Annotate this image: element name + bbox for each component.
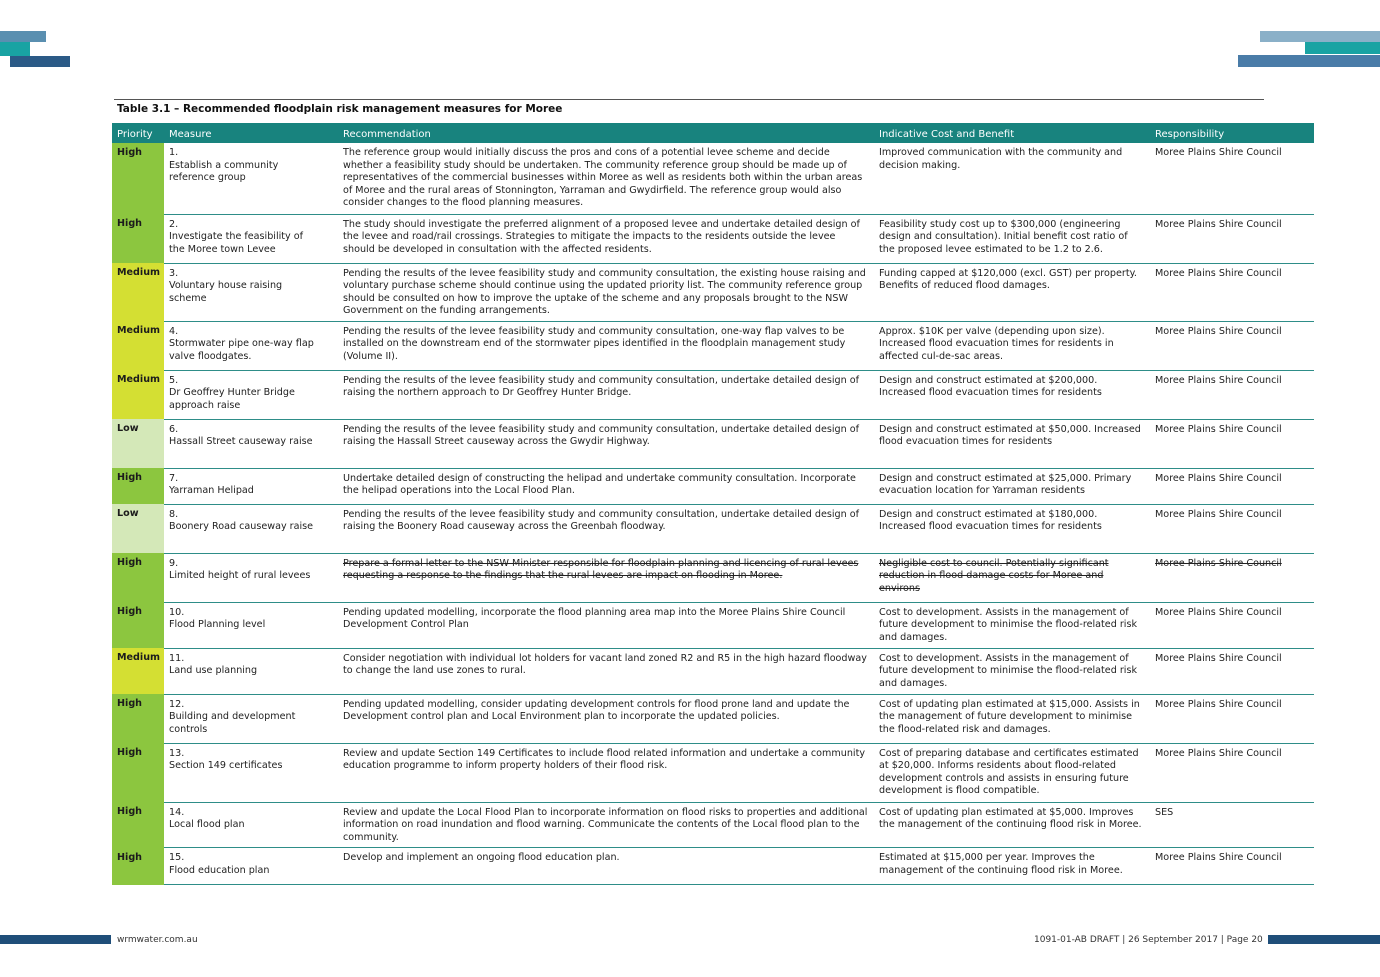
responsibility-cell: Moree Plains Shire Council xyxy=(1150,504,1314,553)
priority-cell xyxy=(112,263,164,321)
corner-decoration xyxy=(1260,31,1380,42)
priority-label: High xyxy=(117,147,143,158)
recommendation-cell: Pending updated modelling, consider updating development controls for flood prone land and update the Development control plan and Local Environment plan to incorporate the updated policies. xyxy=(338,694,874,743)
responsibility-cell: Moree Plains Shire Council xyxy=(1150,263,1314,321)
measure-number: 6. xyxy=(169,423,179,435)
priority-label: High xyxy=(117,606,143,618)
measure-cell xyxy=(164,143,338,214)
cost-benefit-cell: Design and construct estimated at $25,000. Primary evacuation location for Yarraman residents xyxy=(874,468,1150,504)
table-row xyxy=(112,802,1314,848)
table-row xyxy=(112,419,1314,468)
corner-decoration xyxy=(1305,42,1380,54)
cost-benefit-cell: Approx. $10K per valve (depending upon size). Increased flood evacuation times for residents in affected cul-de-sac areas. xyxy=(874,321,1150,370)
cost-benefit-cell: Negligible cost to council. Potentially significant reduction in flood damage costs for Moree and environs xyxy=(874,553,1150,602)
priority-cell xyxy=(112,648,164,694)
table-header-row xyxy=(112,123,1314,143)
priority-cell xyxy=(112,143,164,214)
table-row xyxy=(112,743,1314,802)
table-row xyxy=(112,370,1314,419)
priority-cell xyxy=(112,370,164,419)
table-row xyxy=(112,694,1314,743)
cost-benefit-cell: Cost of updating plan estimated at $15,000. Assists in the management of future development to minimise the flood-related risk and damages. xyxy=(874,694,1150,743)
measure-cell xyxy=(164,553,338,602)
table-row xyxy=(112,504,1314,553)
priority-label: Medium xyxy=(117,325,161,337)
priority-cell xyxy=(112,321,164,370)
priority-cell xyxy=(112,802,164,848)
measure-name: Establish a community reference group xyxy=(169,159,279,184)
measure-name: Limited height of rural levees xyxy=(169,570,311,582)
priority-cell xyxy=(112,214,164,263)
recommendation-cell: Pending updated modelling, incorporate the flood planning area map into the Moree Plains Shire Council Development Control Plan xyxy=(338,602,874,648)
measure-name: Land use planning xyxy=(169,665,258,677)
measure-name: Stormwater pipe one-way flap valve floodgates. xyxy=(169,338,314,363)
table-row xyxy=(112,468,1314,504)
priority-label: High xyxy=(117,747,143,759)
cost-benefit-cell: Funding capped at $120,000 (excl. GST) per property. Benefits of reduced flood damages. xyxy=(874,263,1150,321)
priority-label: High xyxy=(117,806,143,818)
recommendation-cell: Undertake detailed design of constructing the helipad and undertake community consultation. Incorporate the helipad operations into the Local Flood Plan. xyxy=(338,468,874,504)
cost-benefit-cell: Cost of preparing database and certificates estimated at $20,000. Informs residents about flood-related development controls and assists in ensuring future development is flood compatible. xyxy=(874,743,1150,802)
header-responsibility: Responsibility xyxy=(1150,123,1314,143)
cost-benefit-cell: Improved communication with the community and decision making. xyxy=(874,143,1150,214)
recommendation-cell: Pending the results of the levee feasibility study and community consultation, one-way flap valves to be installed on the downstream end of the stormwater pipes identified in the floodplain management study (Volume II). xyxy=(338,321,874,370)
responsibility-cell: Moree Plains Shire Council xyxy=(1150,648,1314,694)
footer-reference: 1091-01-AB DRAFT | 26 September 2017 | Page 20 xyxy=(1034,935,1263,945)
measure-cell xyxy=(164,263,338,321)
header-measure: Measure xyxy=(164,123,338,143)
footer-bar xyxy=(1268,935,1380,944)
measure-cell xyxy=(164,214,338,263)
measure-number: 5. xyxy=(169,374,179,386)
recommendation-cell: The study should investigate the preferred alignment of a proposed levee and undertake detailed design of the levee and road/rail crossings. Strategies to mitigate the impacts to the residents outside the levee should be developed in consultation with the affected residents. xyxy=(338,214,874,263)
measure-name: Dr Geoffrey Hunter Bridge approach raise xyxy=(169,387,295,412)
recommendation-cell: Develop and implement an ongoing flood education plan. xyxy=(338,848,874,885)
cost-benefit-cell: Cost to development. Assists in the management of future development to minimise the flood-related risk and damages. xyxy=(874,602,1150,648)
measure-number: 2. xyxy=(169,218,179,230)
priority-cell xyxy=(112,694,164,743)
priority-cell xyxy=(112,848,164,885)
measure-cell xyxy=(164,802,338,848)
measure-number: 15. xyxy=(169,852,185,864)
cost-benefit-cell: Design and construct estimated at $180,000. Increased flood evacuation times for residents xyxy=(874,504,1150,553)
measure-name: Section 149 certificates xyxy=(169,760,283,772)
measure-number: 9. xyxy=(169,557,179,569)
recommendation-cell: Pending the results of the levee feasibility study and community consultation, undertake detailed design of raising the Boonery Road causeway across the Greenbah floodway. xyxy=(338,504,874,553)
priority-label: High xyxy=(117,698,143,710)
measure-number: 13. xyxy=(169,747,185,759)
footer-bar xyxy=(0,935,111,944)
responsibility-cell: Moree Plains Shire Council xyxy=(1150,468,1314,504)
priority-label: High xyxy=(117,557,143,569)
responsibility-cell: SES xyxy=(1150,802,1314,848)
cost-benefit-cell: Cost of updating plan estimated at $5,000. Improves the management of the continuing flood risk in Moree. xyxy=(874,802,1150,848)
responsibility-cell: Moree Plains Shire Council xyxy=(1150,848,1314,885)
footer-url: wrmwater.com.au xyxy=(117,935,198,945)
measure-number: 11. xyxy=(169,652,185,664)
measure-number: 4. xyxy=(169,325,179,337)
responsibility-cell: Moree Plains Shire Council xyxy=(1150,743,1314,802)
cost-benefit-cell: Design and construct estimated at $50,000. Increased flood evacuation times for residents xyxy=(874,419,1150,468)
header-cost-benefit: Indicative Cost and Benefit xyxy=(874,123,1150,143)
cost-benefit-cell: Estimated at $15,000 per year. Improves the management of the continuing flood risk in Moree. xyxy=(874,848,1150,885)
measure-number: 7. xyxy=(169,472,179,484)
corner-decoration xyxy=(0,31,46,42)
table-row xyxy=(112,553,1314,602)
caption-rule xyxy=(114,99,1264,100)
measures-table xyxy=(112,123,1314,885)
priority-label: Medium xyxy=(117,374,161,386)
measure-cell xyxy=(164,743,338,802)
priority-label: High xyxy=(117,472,143,484)
measure-number: 12. xyxy=(169,698,185,710)
cost-benefit-cell: Design and construct estimated at $200,000. Increased flood evacuation times for residents xyxy=(874,370,1150,419)
recommendation-cell: Pending the results of the levee feasibility study and community consultation, undertake detailed design of raising the northern approach to Dr Geoffrey Hunter Bridge. xyxy=(338,370,874,419)
measure-number: 8. xyxy=(169,508,179,520)
priority-label: High xyxy=(117,218,143,229)
recommendation-cell: Prepare a formal letter to the NSW Minister responsible for floodplain planning and licencing of rural levees requesting a response to the findings that the rural levees are impact on flooding in Moree. xyxy=(338,553,874,602)
priority-cell xyxy=(112,553,164,602)
responsibility-cell: Moree Plains Shire Council xyxy=(1150,602,1314,648)
measure-cell xyxy=(164,694,338,743)
responsibility-cell: Moree Plains Shire Council xyxy=(1150,143,1314,214)
priority-label: Low xyxy=(117,508,139,520)
measure-number: 3. xyxy=(169,267,179,279)
measure-name: Investigate the feasibility of the Moree town Levee xyxy=(169,231,304,255)
table-row xyxy=(112,648,1314,694)
table-row xyxy=(112,321,1314,370)
table-row xyxy=(112,602,1314,648)
cost-benefit-cell: Feasibility study cost up to $300,000 (engineering design and consultation). Initial benefit cost ratio of the proposed levee estimated to be 1.2 to 2.6. xyxy=(874,214,1150,263)
measure-cell xyxy=(164,468,338,504)
responsibility-cell: Moree Plains Shire Council xyxy=(1150,694,1314,743)
measure-cell xyxy=(164,419,338,468)
recommendation-cell: Review and update Section 149 Certificates to include flood related information and undertake a community education programme to inform property holders of their flood risk. xyxy=(338,743,874,802)
measure-name: Flood education plan xyxy=(169,865,270,877)
responsibility-cell: Moree Plains Shire Council xyxy=(1150,321,1314,370)
measure-name: Building and development controls xyxy=(169,711,296,735)
measure-number: 10. xyxy=(169,606,185,618)
recommendation-cell: The reference group would initially discuss the pros and cons of a potential levee scheme and decide whether a feasibility study should be undertaken. The community reference group should be made up of representatives of the commercial businesses within Moree as well as residents both within the urban areas of Moree and the rural areas of Stonnington, Yarraman and Gwydirfield. The reference group would also consider changes to the flood planning measures. xyxy=(338,143,874,214)
measure-cell xyxy=(164,602,338,648)
table-row xyxy=(112,848,1314,885)
cost-benefit-cell: Cost to development. Assists in the management of future development to minimise the flood-related risk and damages. xyxy=(874,648,1150,694)
measure-name: Local flood plan xyxy=(169,819,245,831)
recommendation-cell: Pending the results of the levee feasibility study and community consultation, undertake detailed design of raising the Hassall Street causeway across the Gwydir Highway. xyxy=(338,419,874,468)
table-row xyxy=(112,214,1314,263)
priority-label: High xyxy=(117,851,143,863)
measure-name: Yarraman Helipad xyxy=(169,485,254,497)
measure-name: Hassall Street causeway raise xyxy=(169,436,313,448)
priority-label: Medium xyxy=(117,267,161,278)
priority-label: Medium xyxy=(117,652,161,664)
measure-cell xyxy=(164,504,338,553)
responsibility-cell: Moree Plains Shire Council xyxy=(1150,553,1314,602)
measure-number: 14. xyxy=(169,806,185,818)
recommendation-cell: Consider negotiation with individual lot holders for vacant land zoned R2 and R5 in the high hazard floodway to change the land use zones to rural. xyxy=(338,648,874,694)
priority-cell xyxy=(112,602,164,648)
recommendation-cell: Review and update the Local Flood Plan to incorporate information on flood risks to properties and additional information on road inundation and flood warning. Communicate the contents of the Local flood plan to the community. xyxy=(338,802,874,848)
recommendation-cell: Pending the results of the levee feasibility study and community consultation, the existing house raising and voluntary purchase scheme should continue using the updated priority list. The community reference group should be consulted on how to improve the uptake of the scheme and any proposals brought to the NSW Government on the funding arrangements. xyxy=(338,263,874,321)
measure-name: Voluntary house raising scheme xyxy=(169,280,283,304)
table-caption: Table 3.1 – Recommended floodplain risk management measures for Moree xyxy=(117,103,563,115)
measure-cell xyxy=(164,370,338,419)
table-row xyxy=(112,263,1314,321)
priority-label: Low xyxy=(117,423,139,435)
measure-number: 1. xyxy=(169,147,179,158)
corner-decoration xyxy=(10,56,70,67)
header-recommendation: Recommendation xyxy=(338,123,874,143)
measure-name: Flood Planning level xyxy=(169,619,266,631)
table-row xyxy=(112,143,1314,214)
measure-cell xyxy=(164,848,338,885)
responsibility-cell: Moree Plains Shire Council xyxy=(1150,370,1314,419)
priority-cell xyxy=(112,504,164,553)
responsibility-cell: Moree Plains Shire Council xyxy=(1150,419,1314,468)
measure-name: Boonery Road causeway raise xyxy=(169,521,314,533)
corner-decoration xyxy=(0,42,30,56)
measure-cell xyxy=(164,321,338,370)
header-priority: Priority xyxy=(112,123,164,143)
priority-cell xyxy=(112,468,164,504)
responsibility-cell: Moree Plains Shire Council xyxy=(1150,214,1314,263)
priority-cell xyxy=(112,419,164,468)
priority-cell xyxy=(112,743,164,802)
corner-decoration xyxy=(1238,55,1380,67)
measure-cell xyxy=(164,648,338,694)
